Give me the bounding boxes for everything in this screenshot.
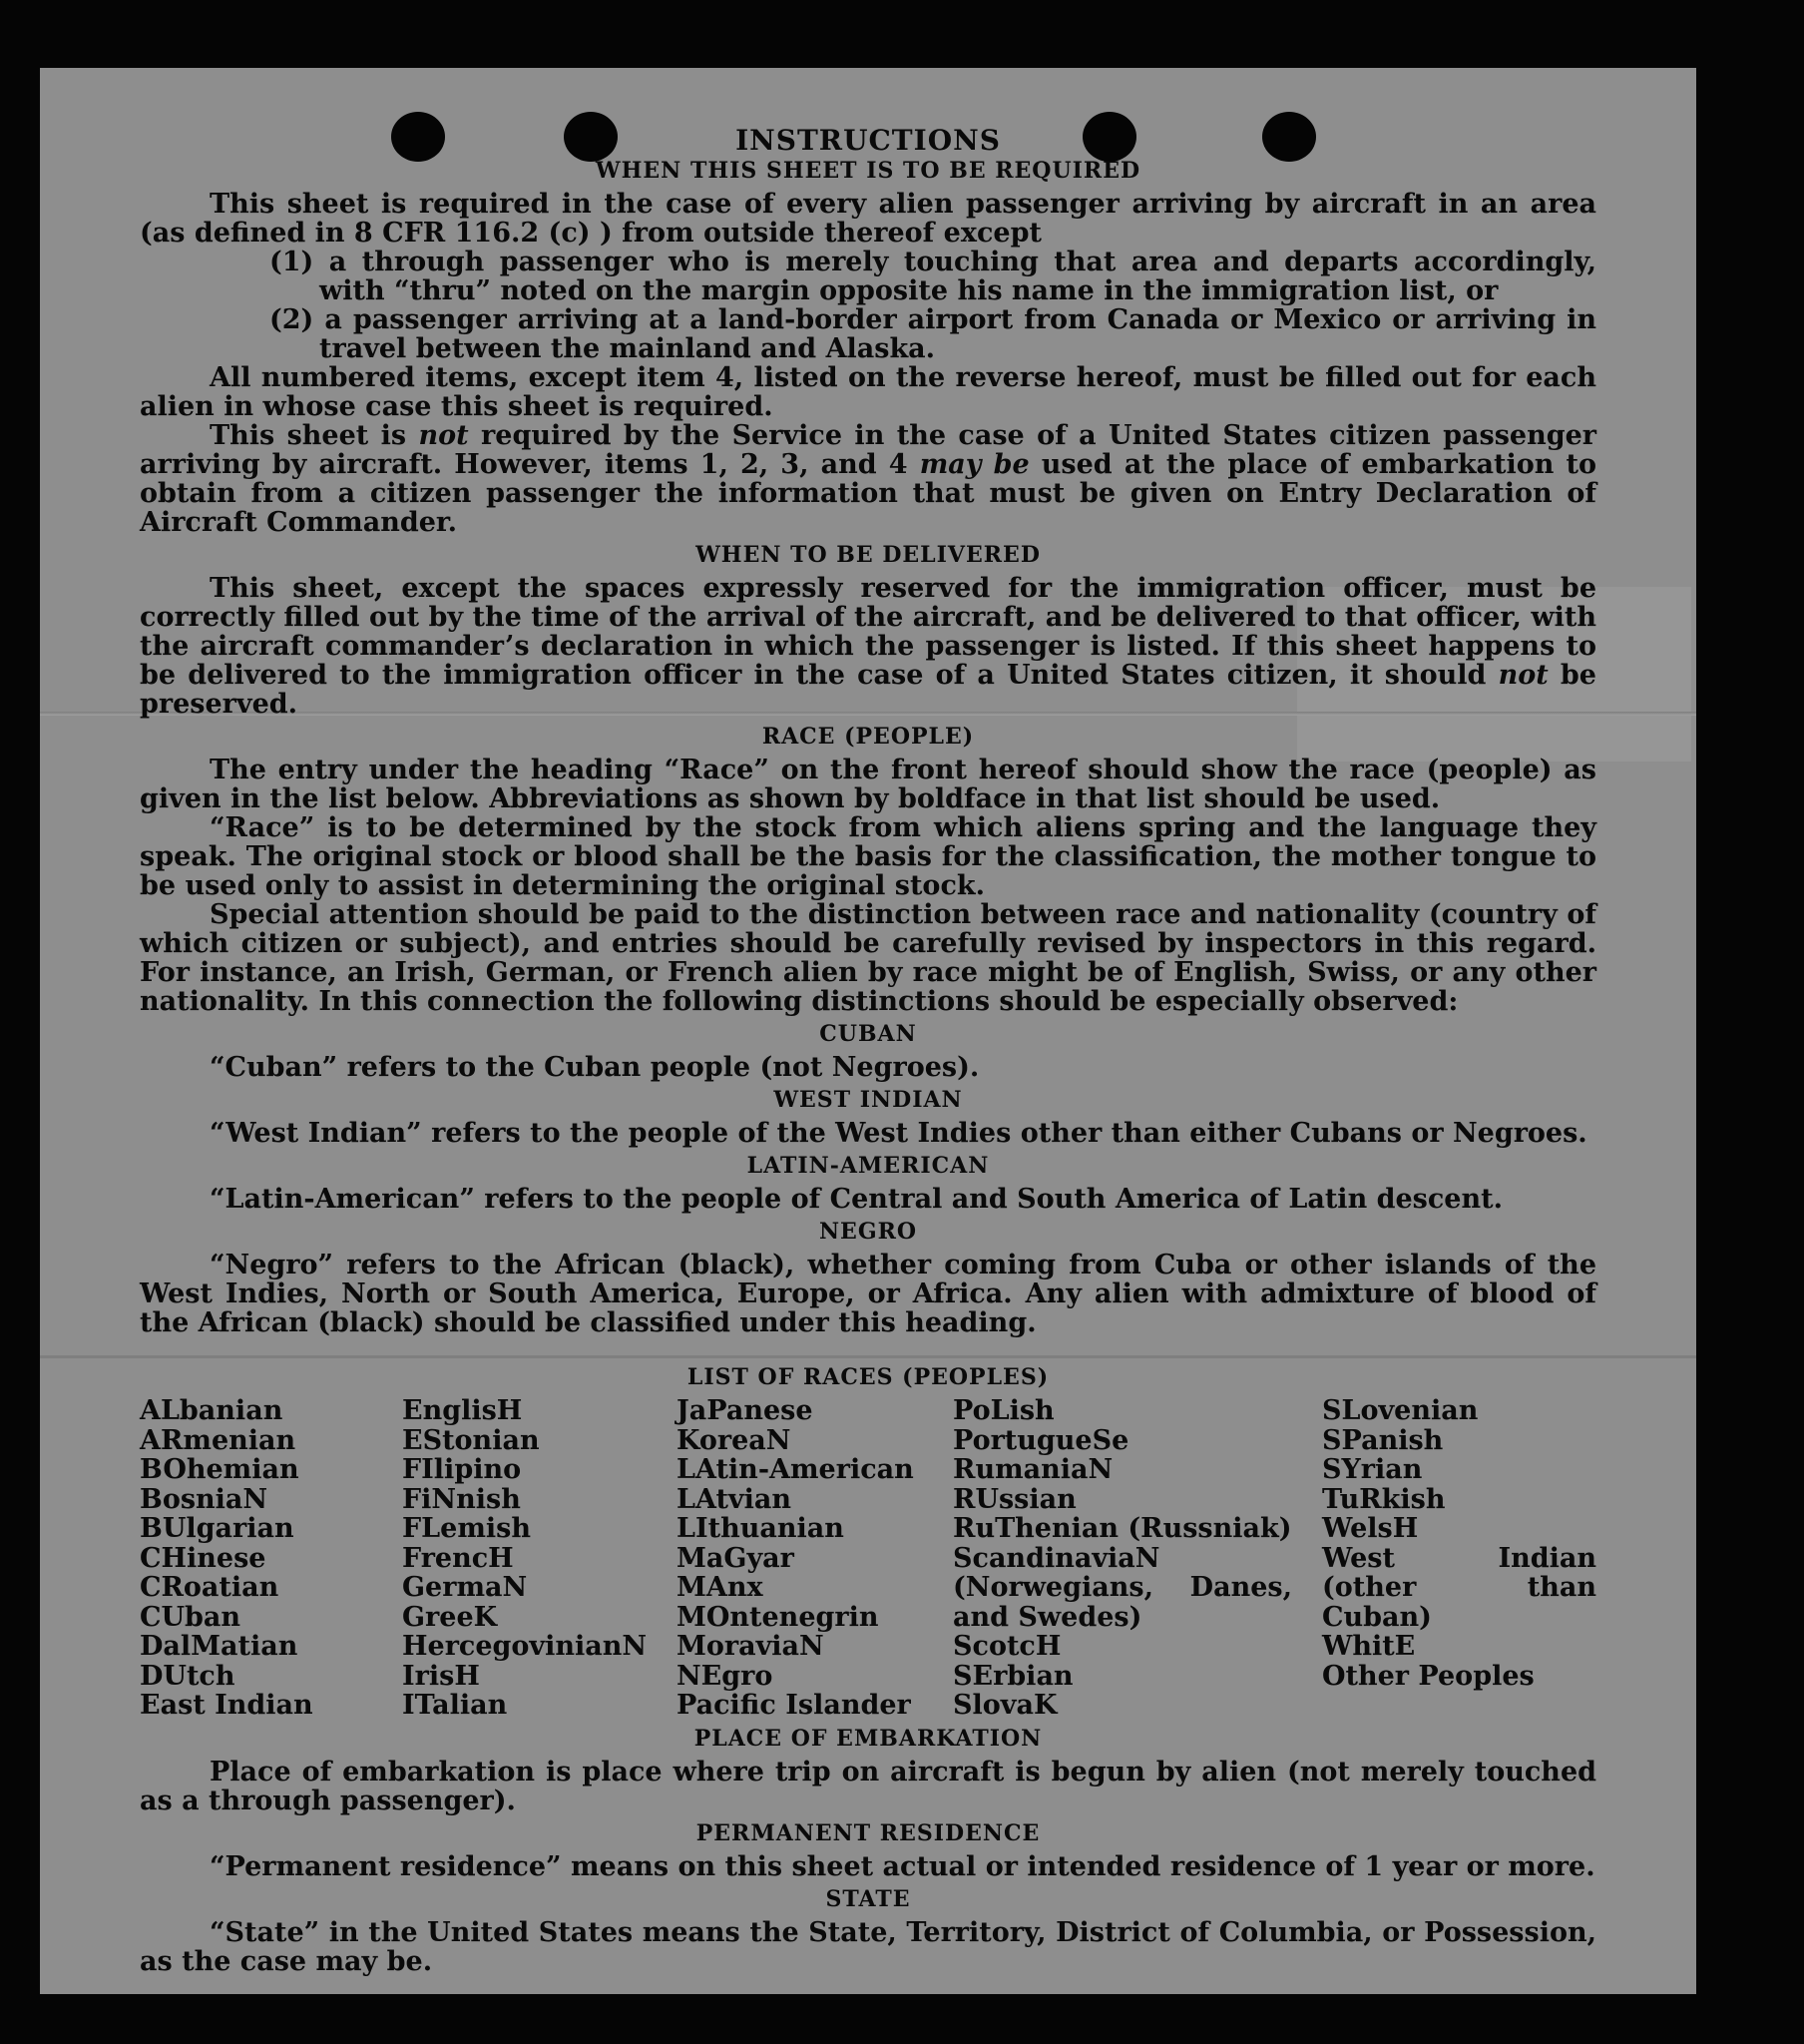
race-item: JaPanese xyxy=(676,1395,813,1426)
races-list xyxy=(140,1396,1596,1721)
paragraph: Special attention should be paid to the distinction between race and nationality (country of which citizen or subject), and entries should be carefully revised by inspectors in this regard. For instance, an Irish, German, or French alien by race might be of English, Swiss, or any other nationality. In this connection the following distinctions should be especially observed: xyxy=(140,899,1596,1017)
race-item: IrisH xyxy=(402,1660,480,1692)
race-item: EStonian xyxy=(402,1424,540,1456)
paragraph: The entry under the heading “Race” on the front hereof should show the race (people) as given in the list below. Abbreviations as shown by boldface in that list should be used. xyxy=(140,755,1596,814)
race-item: DalMatian xyxy=(140,1631,298,1662)
paragraph: Place of embarkation is place where trip on aircraft is begun by alien (not merely touched as a through passenger). xyxy=(140,1756,1596,1816)
section-heading-delivered: WHEN TO BE DELIVERED xyxy=(695,542,1041,568)
section-heading-residence: PERMANENT RESIDENCE xyxy=(695,1819,1041,1846)
section-heading-cuban: CUBAN xyxy=(819,1021,917,1047)
race-item: KoreaN xyxy=(676,1424,791,1456)
race-item: MaGyar xyxy=(676,1542,794,1574)
race-item: PortugueSe xyxy=(953,1424,1129,1456)
race-item: ARmenian xyxy=(140,1424,296,1456)
paragraph: This sheet is not required by the Service in the case of a United States citizen passenger arriving by aircraft. However, items 1, 2, 3, and 4 may be used at the place of embarkation to obtain from a citizen passenger the information that must be given on Entry Declaration of Aircraft Commander. xyxy=(140,420,1597,538)
race-item: FIlipino xyxy=(402,1454,522,1485)
paragraph: “West Indian” refers to the people of the West Indies other than either Cubans or Negroes. xyxy=(210,1118,1587,1149)
page-title: INSTRUCTIONS xyxy=(735,124,1001,157)
race-item: MAnx xyxy=(676,1572,763,1603)
race-item: SPanish xyxy=(1322,1424,1444,1456)
races-column xyxy=(1322,1396,1596,1721)
paragraph: “Race” is to be determined by the stock from which aliens spring and the language they speak. The original stock or blood shall be the basis for the classification, the mother tongue to be used only to assist in determining the original stock. xyxy=(140,812,1596,901)
race-item: CRoatian xyxy=(140,1572,279,1603)
race-item: BOhemian xyxy=(140,1454,299,1485)
race-item: LIthuanian xyxy=(676,1513,844,1544)
race-item: SYrian xyxy=(1322,1454,1423,1485)
paragraph: “Cuban” refers to the Cuban people (not Negroes). xyxy=(210,1052,980,1083)
race-item: East Indian xyxy=(140,1690,313,1721)
race-item: FiNnish xyxy=(402,1483,521,1515)
race-item: LAtin-American xyxy=(676,1454,914,1485)
race-item: MOntenegrin xyxy=(676,1601,879,1633)
race-item: West Indian (other than Cuban) xyxy=(1322,1542,1596,1633)
race-item: WhitE xyxy=(1322,1631,1416,1662)
section-heading-required: WHEN THIS SHEET IS TO BE REQUIRED xyxy=(595,158,1141,184)
section-heading-embarkation: PLACE OF EMBARKATION xyxy=(693,1725,1043,1752)
race-item: EnglisH xyxy=(402,1395,523,1426)
paragraph: All numbered items, except item 4, listed on the reverse hereof, must be filled out for each alien in whose case this sheet is required. xyxy=(140,362,1596,422)
race-item: Pacific Islander xyxy=(676,1690,911,1721)
race-item: ITalian xyxy=(402,1690,508,1721)
paragraph: This sheet is required in the case of every alien passenger arriving by aircraft in an area (as defined in 8 CFR 116.2 (c) ) from outside thereof except xyxy=(140,189,1596,249)
race-item: SLovenian xyxy=(1322,1395,1479,1426)
race-item: BosniaN xyxy=(140,1483,268,1515)
section-heading-negro: NEGRO xyxy=(818,1219,918,1245)
race-item: DUtch xyxy=(140,1660,235,1692)
race-item: RUssian xyxy=(953,1483,1077,1515)
race-item: FLemish xyxy=(402,1513,531,1544)
race-item: LAtvian xyxy=(676,1483,792,1515)
race-item: CHinese xyxy=(140,1542,266,1574)
paragraph: “State” in the United States means the State, Territory, District of Columbia, or Possession, as the case may be. xyxy=(140,1916,1596,1977)
race-item: GermaN xyxy=(402,1572,528,1603)
race-item: ScotcH xyxy=(953,1631,1062,1662)
race-item: NEgro xyxy=(676,1660,773,1692)
section-heading-races-list: LIST OF RACES (PEOPLES) xyxy=(686,1364,1050,1390)
paragraph: “Permanent residence” means on this sheet actual or intended residence of 1 year or more. xyxy=(210,1850,1595,1882)
paragraph: “Latin-American” refers to the people of Central and South America of Latin descent. xyxy=(210,1184,1503,1215)
section-heading-latin-american: LATIN-AMERICAN xyxy=(746,1153,990,1179)
paragraph: “Negro” refers to the African (black), whether coming from Cuba or other islands of the West Indies, North or South America, Europe, or Africa. Any alien with admixture of blood of the African (black) should be classified under this heading. xyxy=(140,1250,1596,1338)
race-item: CUban xyxy=(140,1601,241,1633)
races-column xyxy=(140,1396,402,1721)
race-item: RumaniaN xyxy=(953,1454,1114,1485)
section-heading-race: RACE (PEOPLE) xyxy=(761,724,975,750)
race-item: Other Peoples xyxy=(1322,1660,1535,1692)
race-item: GreeK xyxy=(402,1601,498,1633)
races-column xyxy=(676,1396,953,1721)
races-column xyxy=(953,1396,1322,1721)
race-item: ScandinaviaN (Norwegians, Danes, and Swedes) xyxy=(953,1542,1292,1633)
list-item: (2) a passenger arriving at a land-border airport from Canada or Mexico or arriving in travel between the mainland and Alaska. xyxy=(269,304,1596,364)
race-item: HercegovinianN xyxy=(402,1631,648,1662)
race-item: FrencH xyxy=(402,1542,514,1574)
race-item: RuThenian (Russniak) xyxy=(953,1513,1292,1544)
race-item: BUlgarian xyxy=(140,1513,294,1544)
instruction-sheet xyxy=(40,68,1696,1994)
race-item: TuRkish xyxy=(1322,1483,1446,1515)
section-heading-west-indian: WEST INDIAN xyxy=(773,1087,963,1113)
race-item: WelsH xyxy=(1322,1513,1419,1544)
document-body xyxy=(140,126,1596,1976)
race-item: PoLish xyxy=(953,1395,1055,1426)
race-item: ALbanian xyxy=(140,1395,283,1426)
race-item: SlovaK xyxy=(953,1690,1058,1721)
race-item: SErbian xyxy=(953,1660,1074,1692)
list-item: (1) a through passenger who is merely touching that area and departs accordingly, with “thru” noted on the margin opposite his name in the immigration list, or xyxy=(269,247,1596,306)
race-item: MoraviaN xyxy=(676,1631,824,1662)
section-heading-state: STATE xyxy=(825,1885,911,1912)
paragraph: This sheet, except the spaces expressly reserved for the immigration officer, must be correctly filled out by the time of the arrival of the aircraft, and be delivered to that officer, with the aircraft commander’s declaration in which the passenger is listed. If this sheet happens to be delivered to the immigration officer in the case of a United States citizen, it should not be preserved. xyxy=(140,573,1596,720)
races-column xyxy=(402,1396,676,1721)
